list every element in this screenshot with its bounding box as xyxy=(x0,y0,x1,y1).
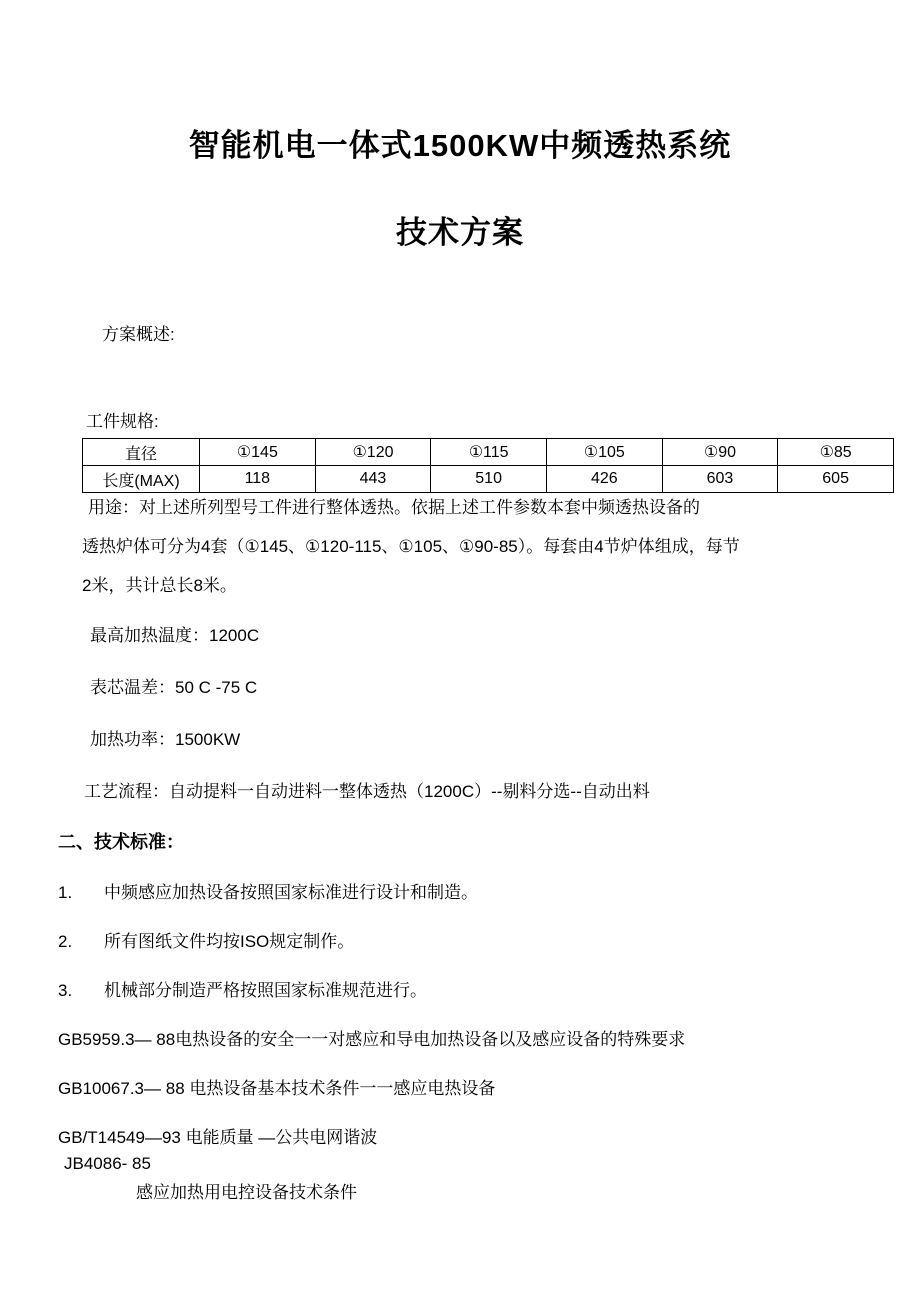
list-item xyxy=(58,927,862,952)
table-cell: ①105 xyxy=(546,439,662,466)
table-row xyxy=(83,439,894,466)
table-cell: 443 xyxy=(315,466,431,493)
standard-reference-2: GB10067.3— 88 电热设备基本技术条件一一感应电热设备 xyxy=(58,1079,496,1098)
table-cell: 605 xyxy=(778,466,894,493)
workpiece-spec-table xyxy=(82,438,894,493)
table-cell: 426 xyxy=(546,466,662,493)
param-max-temperature: 最高加热温度：1200C xyxy=(90,626,260,645)
table-cell: ①115 xyxy=(431,439,547,466)
list-item xyxy=(58,976,862,1001)
row-header-diameter: 直径 xyxy=(83,439,200,466)
table-cell: ①85 xyxy=(778,439,894,466)
document-title-block xyxy=(58,0,862,252)
param-heating-power: 加热功率：1500KW xyxy=(90,730,241,749)
process-flow-text: 工艺流程：自动提料一自动进料一整体透热（1200C）--剔料分选--自动出料 xyxy=(84,782,650,801)
list-item-text: 中频感应加热设备按照国家标准进行设计和制造。 xyxy=(104,883,478,902)
row-header-length: 长度(MAX) xyxy=(83,466,200,493)
table-cell: 118 xyxy=(200,466,316,493)
page-title-line-2: 技术方案 xyxy=(396,215,524,250)
usage-paragraph-line-2: 透热炉体可分为4套（①145、①120-115、①105、①90-85）。每套由4节炉体组成，每节 xyxy=(82,537,740,556)
list-item xyxy=(58,878,862,903)
overview-label: 方案概述: xyxy=(102,325,175,344)
list-item-text: 机械部分制造严格按照国家标准规范进行。 xyxy=(104,981,427,1000)
list-item-text: 所有图纸文件均按ISO规定制作。 xyxy=(104,932,355,951)
standard-reference-4-text: 感应加热用电控设备技术条件 xyxy=(136,1183,357,1202)
spec-label: 工件规格: xyxy=(86,412,159,431)
usage-paragraph-line-1: 用途：对上述所列型号工件进行整体透热。依据上述工件参数本套中频透热设备的 xyxy=(88,498,700,517)
param-surface-core-temp-diff: 表芯温差：50 C -75 C xyxy=(90,678,258,697)
standard-reference-4-code: JB4086- 85 xyxy=(64,1154,151,1173)
table-cell: ①90 xyxy=(662,439,778,466)
list-item-number: 1. xyxy=(58,883,73,902)
list-item-number: 2. xyxy=(58,932,73,951)
table-row xyxy=(83,466,894,493)
standard-reference-1: GB5959.3— 88电热设备的安全一一对感应和导电加热设备以及感应设备的特殊要求 xyxy=(58,1030,686,1049)
list-item-number: 3. xyxy=(58,981,73,1000)
table-cell: ①120 xyxy=(315,439,431,466)
page-title-line-1: 智能机电一体式1500KW中频透热系统 xyxy=(188,128,732,163)
table-cell: 603 xyxy=(662,466,778,493)
section-heading-technical-standards: 二、技术标准： xyxy=(58,832,184,852)
table-cell: 510 xyxy=(431,466,547,493)
table-cell: ①145 xyxy=(200,439,316,466)
standard-reference-3: GB/T14549—93 电能质量 —公共电网谐波 xyxy=(58,1128,378,1147)
usage-paragraph-line-3: 2米，共计总长8米。 xyxy=(82,576,237,595)
